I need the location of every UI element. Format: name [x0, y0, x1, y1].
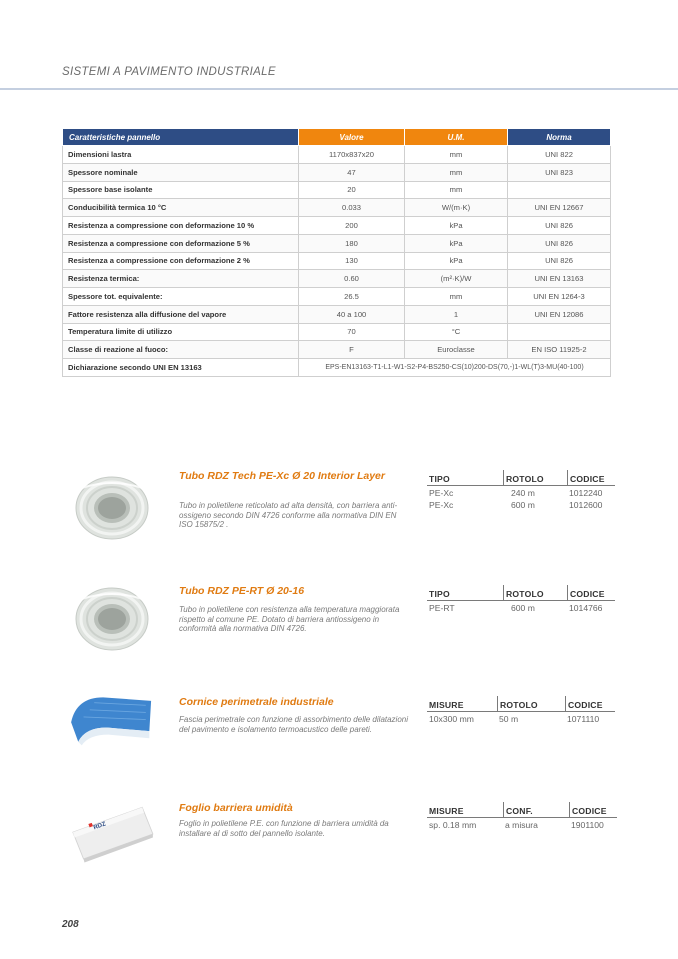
row-unit: kPa — [405, 217, 508, 235]
table-row — [63, 199, 611, 217]
product-specs — [427, 802, 617, 832]
row-label: Dimensioni lastra — [63, 146, 299, 164]
perimeter-strip-icon — [62, 692, 162, 756]
pipe-coil-icon — [62, 585, 162, 657]
table-row — [63, 288, 611, 306]
row-standard — [508, 181, 611, 199]
table-row — [63, 305, 611, 323]
row-standard: UNI EN 12086 — [508, 305, 611, 323]
specs-header — [427, 696, 615, 712]
col-header-value: Valore — [299, 129, 405, 146]
col-header-unit: U.M. — [405, 129, 508, 146]
spec-row — [427, 820, 617, 832]
col-size: MISURE — [429, 700, 464, 710]
cell-code: 1012600 — [569, 500, 603, 510]
table-row — [63, 323, 611, 341]
table-row — [63, 234, 611, 252]
cell-size: sp. 0.18 mm — [429, 820, 477, 830]
cell-code: 1071110 — [567, 714, 600, 724]
row-unit: mm — [405, 146, 508, 164]
table-row-declaration — [63, 359, 611, 377]
spec-row — [427, 603, 615, 615]
row-label: Classe di reazione al fuoco: — [63, 341, 299, 359]
col-type: TIPO — [429, 474, 450, 484]
declaration-label: Dichiarazione secondo UNI EN 13163 — [63, 359, 299, 377]
row-value: 26.5 — [299, 288, 405, 306]
cell-roll: 50 m — [499, 714, 519, 724]
row-value: 180 — [299, 234, 405, 252]
row-label: Resistenza a compressione con deformazione 5 % — [63, 234, 299, 252]
row-unit: kPa — [405, 252, 508, 270]
cell-roll: 600 m — [511, 500, 535, 510]
table-header-row — [63, 129, 611, 146]
product-title: Cornice perimetrale industriale — [179, 696, 334, 708]
col-code: CODICE — [567, 585, 615, 600]
col-roll: ROTOLO — [503, 470, 567, 485]
col-header-characteristics: Caratteristiche pannello — [63, 129, 299, 146]
moisture-barrier-roll-icon — [62, 802, 162, 866]
specs-header — [427, 802, 617, 818]
product-perimeter-strip — [62, 696, 622, 761]
row-standard: UNI 826 — [508, 252, 611, 270]
row-unit: (m²·K)/W — [405, 270, 508, 288]
row-value: 20 — [299, 181, 405, 199]
row-value: 1170x837x20 — [299, 146, 405, 164]
spec-row — [427, 500, 615, 512]
row-value: 40 a 100 — [299, 305, 405, 323]
row-unit: mm — [405, 163, 508, 181]
product-pex-pipe — [62, 470, 622, 550]
specs-header — [427, 470, 615, 486]
cell-type: PE-RT — [429, 603, 455, 613]
section-title: SISTEMI A PAVIMENTO INDUSTRIALE — [62, 66, 276, 78]
table-row — [63, 270, 611, 288]
product-description: Foglio in polietilene P.E. con funzione di barriera umidità da installare al di sotto del pannello isolante. — [179, 819, 389, 838]
row-label: Conducibilità termica 10 °C — [63, 199, 299, 217]
header-divider — [0, 88, 678, 90]
product-pert-pipe — [62, 585, 622, 665]
cell-size: 10x300 mm — [429, 714, 474, 724]
specs-header — [427, 585, 615, 601]
row-label: Temperatura limite di utilizzo — [63, 323, 299, 341]
col-roll: ROTOLO — [497, 696, 565, 711]
cell-roll: 600 m — [511, 603, 535, 613]
row-standard: UNI 826 — [508, 234, 611, 252]
row-unit: mm — [405, 181, 508, 199]
col-code: CODICE — [569, 802, 617, 817]
col-header-standard: Norma — [508, 129, 611, 146]
row-label: Resistenza a compressione con deformazione 2 % — [63, 252, 299, 270]
row-standard: UNI 823 — [508, 163, 611, 181]
row-label: Spessore tot. equivalente: — [63, 288, 299, 306]
product-description: Tubo in polietilene reticolato ad alta densità, con barriera anti-ossigeno secondo DIN 4726 conforme alla normativa DIN EN ISO 15875/2 . — [179, 501, 398, 529]
row-value: 200 — [299, 217, 405, 235]
row-value: 0.033 — [299, 199, 405, 217]
row-standard: EN ISO 11925-2 — [508, 341, 611, 359]
col-type: TIPO — [429, 589, 450, 599]
row-value: 130 — [299, 252, 405, 270]
table-row — [63, 341, 611, 359]
col-code: CODICE — [565, 696, 615, 711]
pipe-coil-icon — [62, 470, 162, 542]
row-standard: UNI 826 — [508, 217, 611, 235]
row-unit: Euroclasse — [405, 341, 508, 359]
product-description: Tubo in polietilene con resistenza alla temperatura maggiorata rispetto al comune PE. Dotato di barriera antiossigeno in conformità alla normativa DIN 4726. — [179, 605, 400, 633]
row-unit: W/(m·K) — [405, 199, 508, 217]
spec-row — [427, 488, 615, 500]
row-standard: UNI EN 1264-3 — [508, 288, 611, 306]
table-row — [63, 252, 611, 270]
product-moisture-barrier — [62, 802, 622, 867]
row-unit: 1 — [405, 305, 508, 323]
col-code: CODICE — [567, 470, 615, 485]
col-conf: CONF. — [503, 802, 569, 817]
row-label: Spessore nominale — [63, 163, 299, 181]
row-label: Spessore base isolante — [63, 181, 299, 199]
row-unit: mm — [405, 288, 508, 306]
product-specs — [427, 470, 615, 512]
table-row — [63, 163, 611, 181]
row-label: Resistenza a compressione con deformazione 10 % — [63, 217, 299, 235]
product-title: Foglio barriera umidità — [179, 802, 293, 814]
cell-roll: 240 m — [511, 488, 535, 498]
table-row — [63, 181, 611, 199]
row-label: Fattore resistenza alla diffusione del vapore — [63, 305, 299, 323]
row-standard: UNI 822 — [508, 146, 611, 164]
col-size: MISURE — [429, 806, 464, 816]
row-value: F — [299, 341, 405, 359]
cell-code: 1014766 — [569, 603, 603, 613]
col-roll: ROTOLO — [503, 585, 567, 600]
table-row — [63, 146, 611, 164]
panel-specs-table — [62, 128, 611, 377]
declaration-code: EPS-EN13163-T1-L1-W1-S2-P4-BS250-CS(10)200-DS(70,-)1-WL(T)3-MU(40-100) — [299, 359, 611, 377]
product-specs — [427, 696, 615, 726]
row-value: 0.60 — [299, 270, 405, 288]
page-number: 208 — [62, 919, 79, 930]
cell-code: 1012240 — [569, 488, 603, 498]
row-standard — [508, 323, 611, 341]
product-specs — [427, 585, 615, 615]
product-description: Fascia perimetrale con funzione di assorbimento delle dilatazioni del pavimento e isolamento termoacustico delle pareti. — [179, 715, 409, 734]
row-unit: kPa — [405, 234, 508, 252]
product-title: Tubo RDZ PE-RT Ø 20-16 — [179, 585, 305, 597]
row-value: 47 — [299, 163, 405, 181]
brand-logo-text: RDZ — [92, 820, 107, 832]
cell-code: 1901100 — [571, 820, 604, 830]
row-unit: °C — [405, 323, 508, 341]
product-title: Tubo RDZ Tech PE-Xc Ø 20 Interior Layer — [179, 470, 385, 482]
table-row — [63, 217, 611, 235]
cell-conf: a misura — [505, 820, 538, 830]
row-label: Resistenza termica: — [63, 270, 299, 288]
cell-type: PE-Xc — [429, 488, 454, 498]
spec-row — [427, 714, 615, 726]
row-standard: UNI EN 12667 — [508, 199, 611, 217]
cell-type: PE-Xc — [429, 500, 454, 510]
row-standard: UNI EN 13163 — [508, 270, 611, 288]
row-value: 70 — [299, 323, 405, 341]
